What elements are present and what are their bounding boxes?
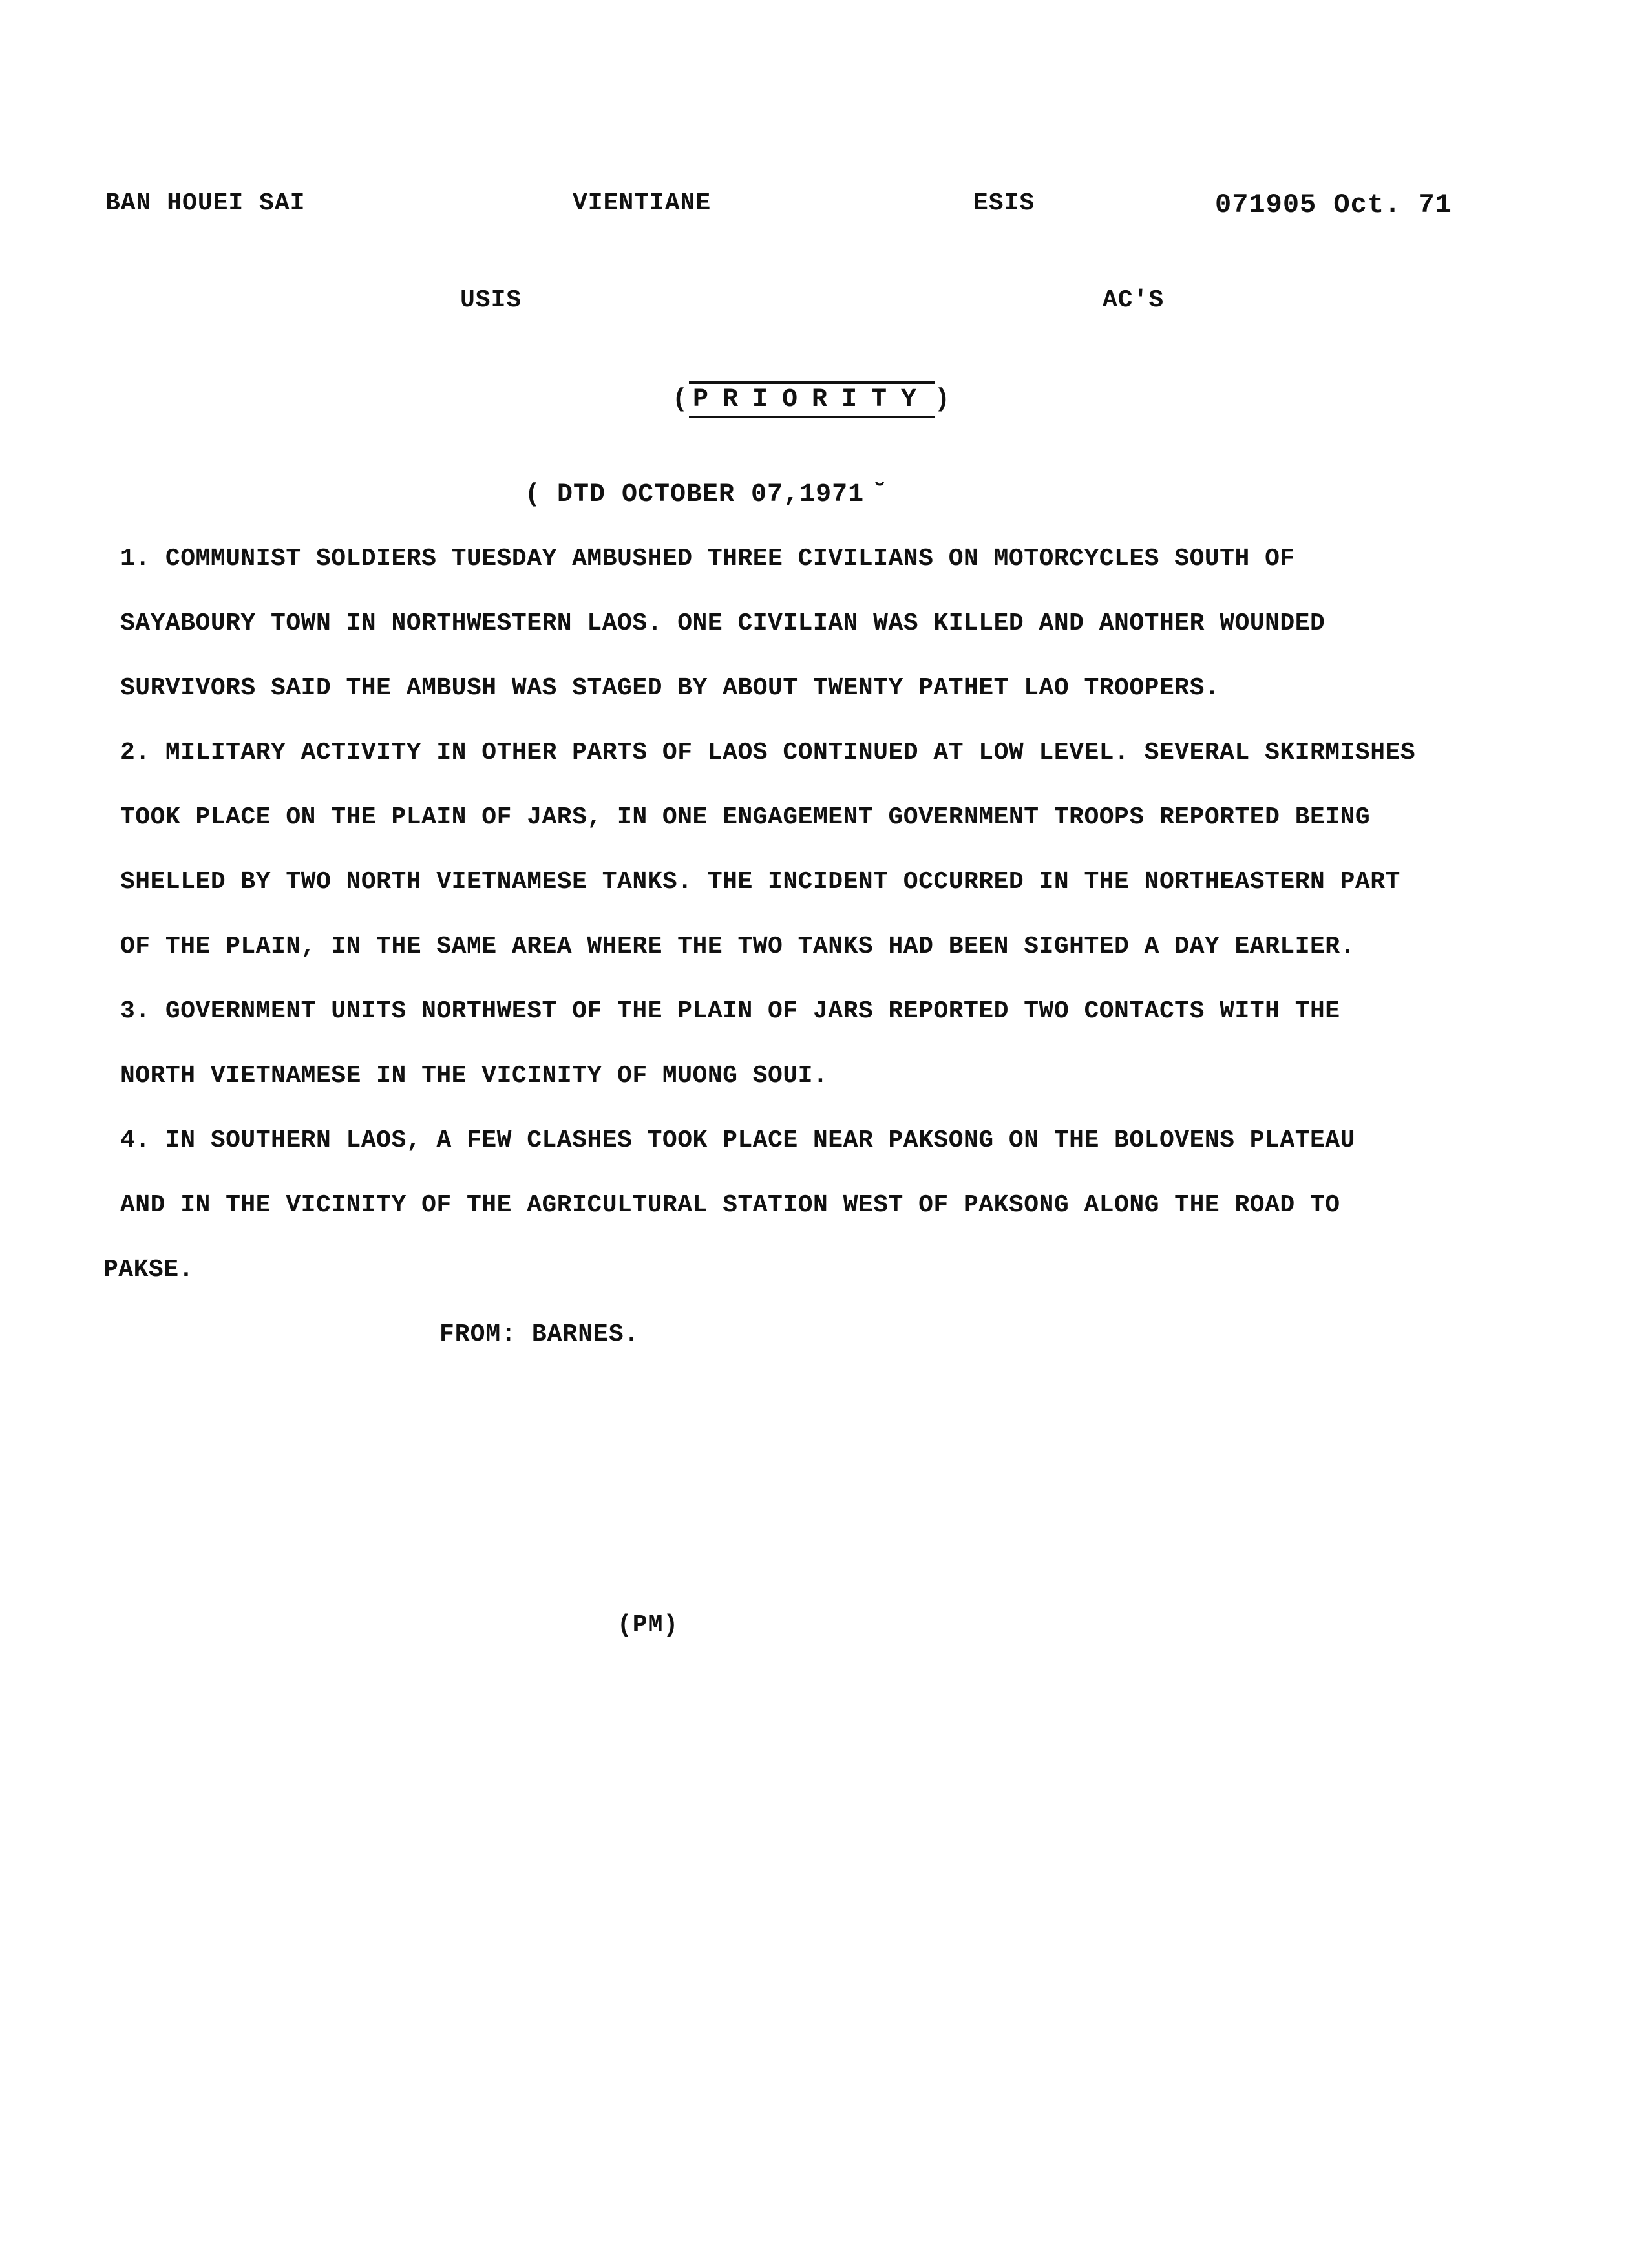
addressee: USIS [460,286,522,314]
dated-line: ( DTD OCTOBER 07,1971 ̆ [525,480,881,509]
body-line-6: SHELLED BY TWO NORTH VIETNAMESE TANKS. THE INCIDENT OCCURRED IN THE NORTHEASTERN PART [120,868,1400,896]
body-line-3: SURVIVORS SAID THE AMBUSH WAS STAGED BY ABOUT TWENTY PATHET LAO TROOPERS. [120,674,1220,702]
body-line-5: TOOK PLACE ON THE PLAIN OF JARS, IN ONE ENGAGEMENT GOVERNMENT TROOPS REPORTED BEING [120,803,1371,831]
operator-initials: (PM) [617,1611,679,1639]
priority-word: PRIORITY [689,381,935,418]
date-time-group: 071905 Oct. 71 [1215,189,1452,220]
body-line-9: NORTH VIETNAMESE IN THE VICINITY OF MUONG SOUI. [120,1062,829,1090]
info-addressee: AC'S [1103,286,1165,314]
body-line-10: 4. IN SOUTHERN LAOS, A FEW CLASHES TOOK PLACE NEAR PAKSONG ON THE BOLOVENS PLATEAU [120,1127,1355,1154]
signature-line: FROM: BARNES. [439,1320,640,1348]
body-line-7: OF THE PLAIN, IN THE SAME AREA WHERE THE TWO TANKS HAD BEEN SIGHTED A DAY EARLIER. [120,933,1355,960]
body-line-1: 1. COMMUNIST SOLDIERS TUESDAY AMBUSHED THREE CIVILIANS ON MOTORCYCLES SOUTH OF [120,545,1295,573]
agency: ESIS [973,189,1035,217]
body-line-2: SAYABOURY TOWN IN NORTHWESTERN LAOS. ONE CIVILIAN WAS KILLED AND ANOTHER WOUNDED [120,609,1326,637]
body-line-12: PAKSE. [103,1256,194,1284]
priority-close-paren: ) [935,385,952,414]
body-line-8: 3. GOVERNMENT UNITS NORTHWEST OF THE PLAIN OF JARS REPORTED TWO CONTACTS WITH THE [120,997,1340,1025]
to-station: VIENTIANE [573,189,712,217]
from-station: BAN HOUEI SAI [105,189,306,217]
body-line-11: AND IN THE VICINITY OF THE AGRICULTURAL STATION WEST OF PAKSONG ALONG THE ROAD TO [120,1191,1340,1219]
priority-open-paren: ( [672,385,690,414]
body-line-4: 2. MILITARY ACTIVITY IN OTHER PARTS OF LAOS CONTINUED AT LOW LEVEL. SEVERAL SKIRMISHES [120,739,1416,767]
priority-marking [672,381,951,418]
